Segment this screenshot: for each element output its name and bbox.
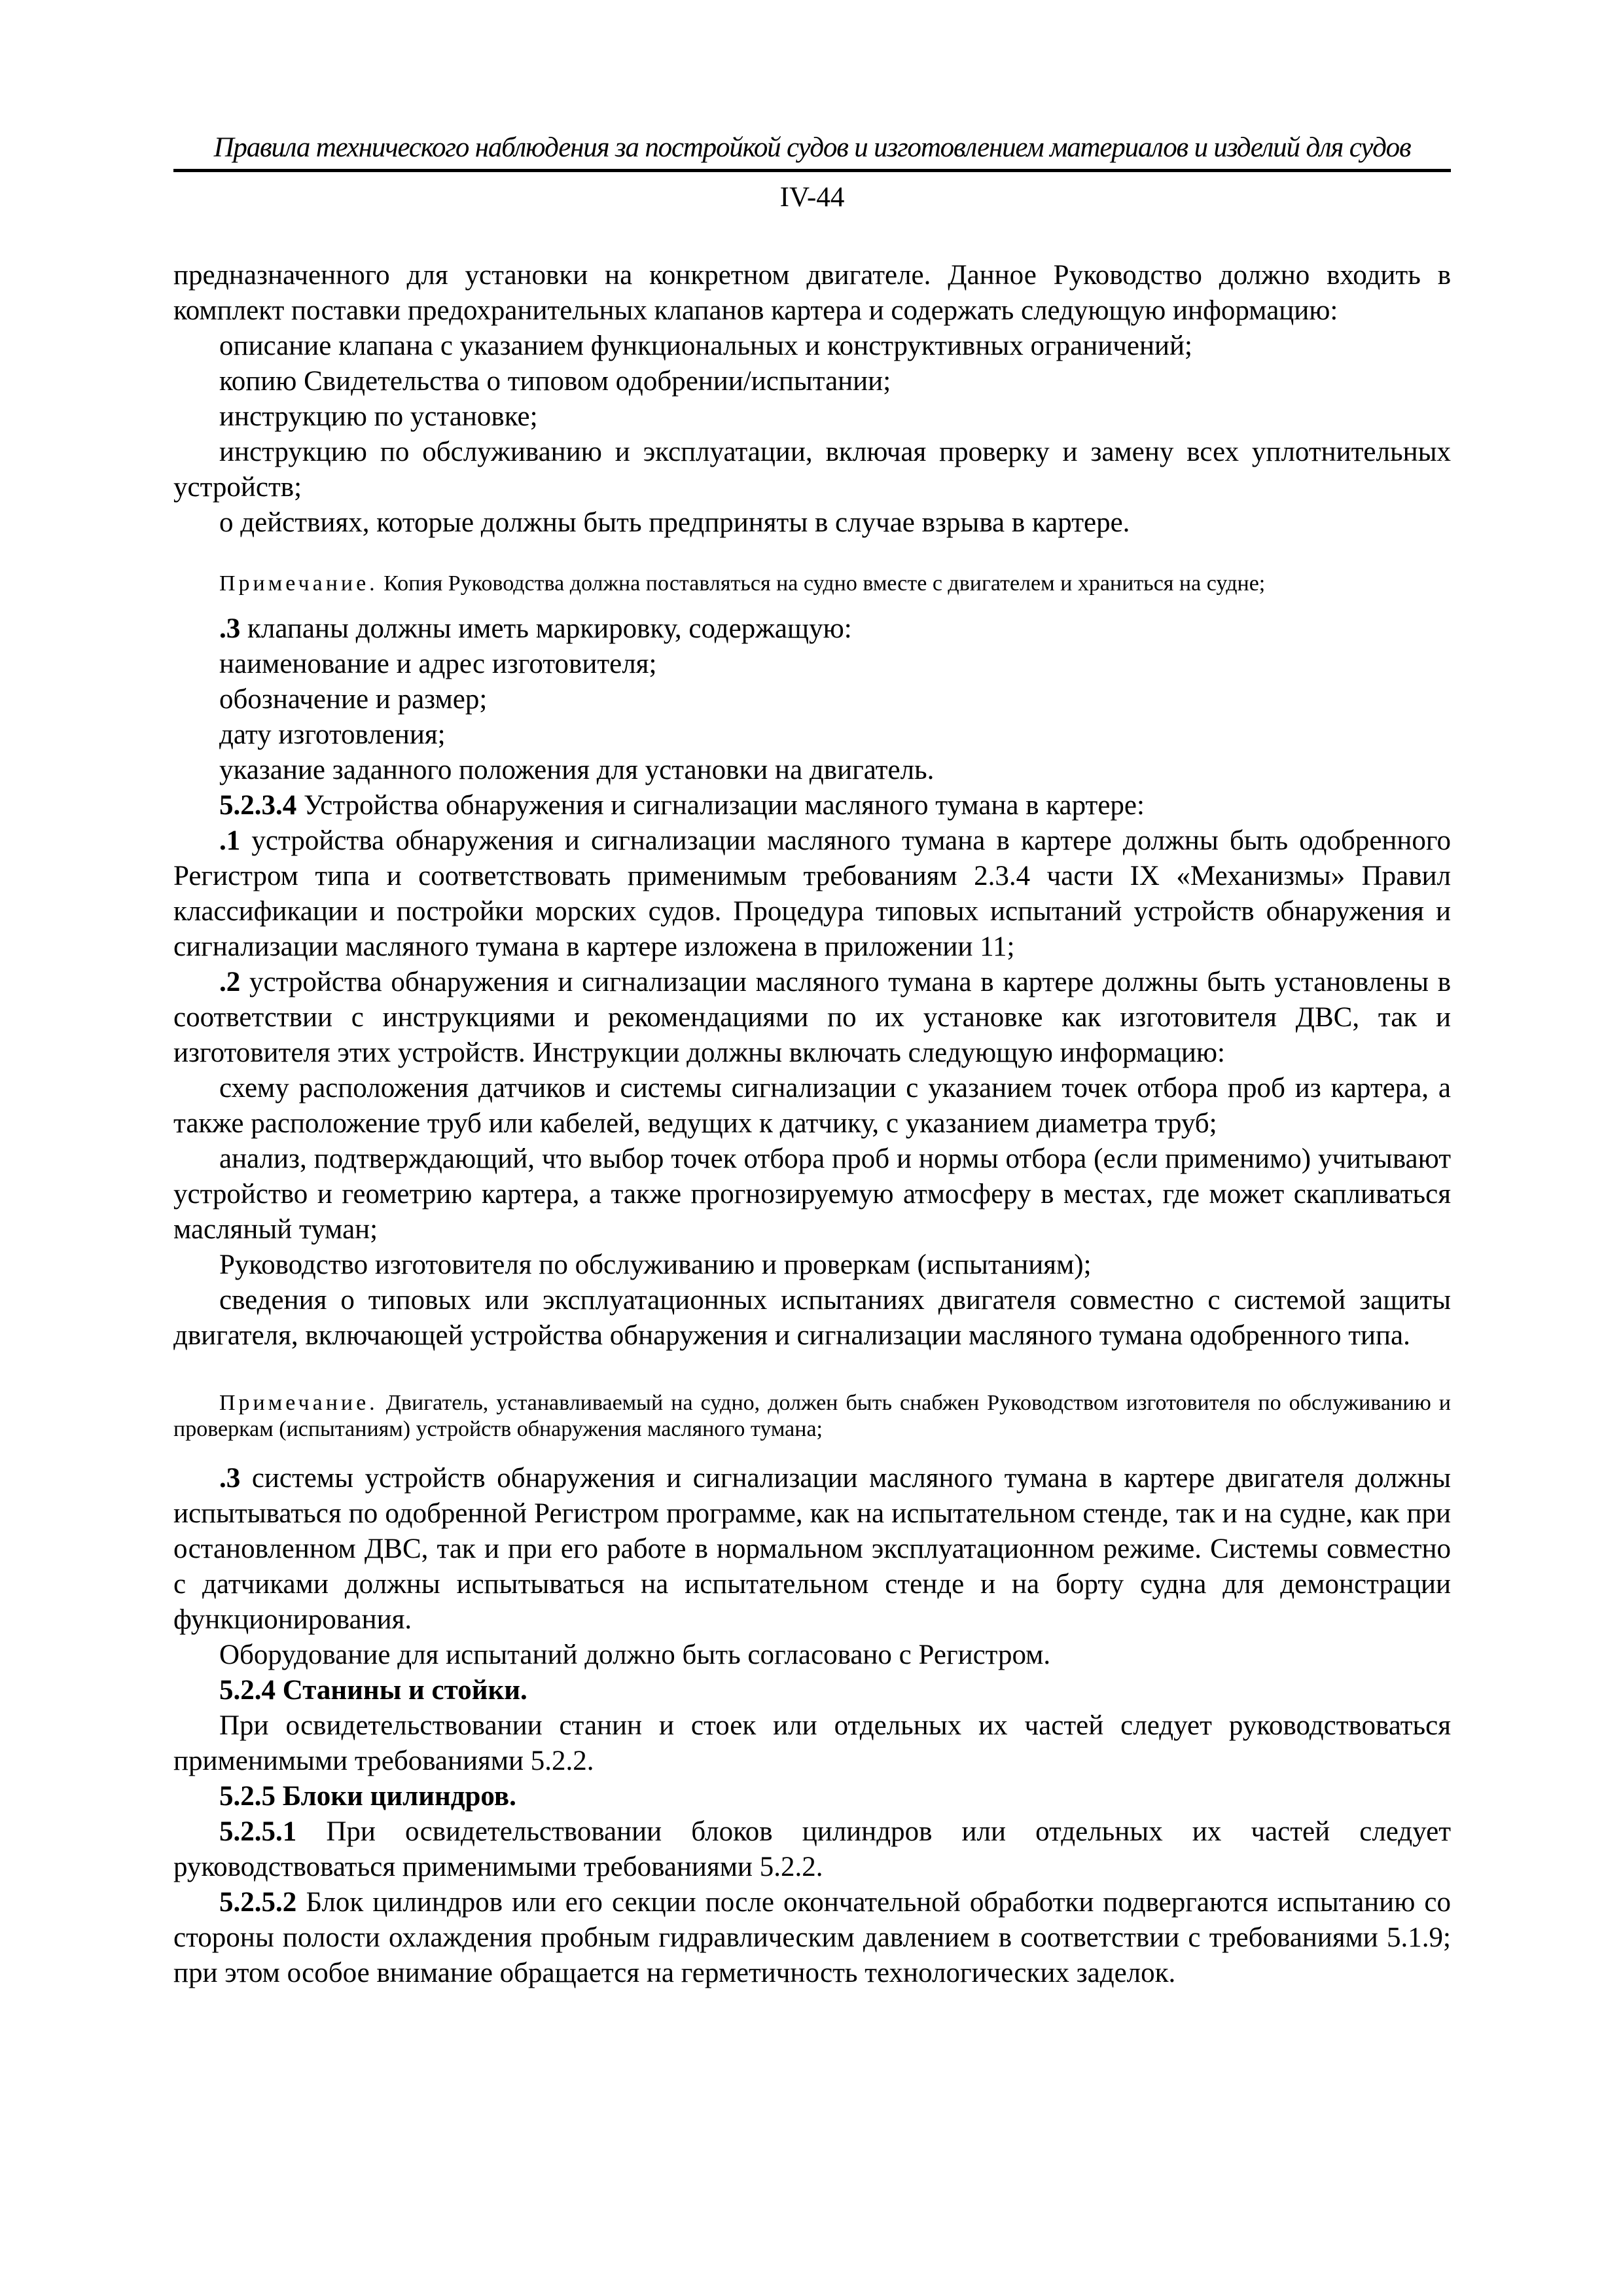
- note-label: Примечание.: [219, 1391, 378, 1415]
- paragraph-text: сведения о типовых или эксплуатационных испытаниях двигателя совместно с системой защиты двигателя, включающей устройства обнаружения и сигнализации масляного тумана одобренного типа.: [173, 1285, 1451, 1351]
- paragraph: [173, 258, 1451, 329]
- paragraph: [173, 611, 1451, 647]
- paragraph: [173, 1283, 1451, 1354]
- paragraph: [173, 399, 1451, 435]
- paragraph: [173, 823, 1451, 965]
- paragraph: [173, 647, 1451, 682]
- spacer: [173, 1354, 1451, 1390]
- paragraph: [173, 364, 1451, 399]
- paragraph-text: При освидетельствовании блоков цилиндров или отдельных их частей следует руководствоваться применимыми требованиями 5.2.2.: [173, 1816, 1451, 1882]
- note-paragraph: [173, 1390, 1451, 1443]
- clause-number: .2: [219, 967, 241, 997]
- note-text: Двигатель, устанавливаемый на судно, должен быть снабжен Руководством изготовителя по обслуживанию и проверкам (испытаниям) устройств обнаружения масляного тумана;: [173, 1391, 1451, 1441]
- paragraph-text: дату изготовления;: [219, 719, 446, 750]
- paragraph-text: обозначение и размер;: [219, 684, 488, 715]
- paragraph: [173, 1141, 1451, 1247]
- paragraph-text: Руководство изготовителя по обслуживанию и проверкам (испытаниям);: [219, 1249, 1092, 1280]
- note-label: Примечание.: [219, 571, 378, 596]
- paragraph: [173, 682, 1451, 717]
- paragraph: [173, 1779, 1451, 1814]
- paragraph: [173, 717, 1451, 753]
- paragraph-text: анализ, подтверждающий, что выбор точек отбора проб и нормы отбора (если применимо) учитывают устройство и геометрию картера, а также прогнозируемую атмосферу в местах, где может скапливаться масляный туман;: [173, 1143, 1451, 1245]
- clause-number: 5.2.5.2: [219, 1887, 297, 1918]
- paragraph-text: системы устройств обнаружения и сигнализации масляного тумана в картере двигателя должны испытываться по одобренной Регистром программе, как на испытательном стенде, так и на судне, как при остановленном ДВС, так и при его работе в нормальном эксплуатационном режиме. Системы совместно с датчиками должны испытываться на испытательном стенде и на борту судна для демонстрации функционирования.: [173, 1463, 1451, 1635]
- paragraph: [173, 753, 1451, 788]
- paragraph: [173, 1814, 1451, 1885]
- spacer: [173, 1443, 1451, 1461]
- paragraph: [173, 329, 1451, 364]
- paragraph: [173, 1708, 1451, 1779]
- paragraph-text: При освидетельствовании станин и стоек или отдельных их частей следует руководствоваться применимыми требованиями 5.2.2.: [173, 1710, 1451, 1776]
- clause-number: 5.2.3.4: [219, 790, 297, 821]
- clause-number: 5.2.5.1: [219, 1816, 297, 1847]
- paragraph-text: предназначенного для установки на конкретном двигателе. Данное Руководство должно входить в комплект поставки предохранительных клапанов картера и содержать следующую информацию:: [173, 260, 1451, 326]
- paragraph-text: Устройства обнаружения и сигнализации масляного тумана в картере:: [296, 790, 1145, 821]
- paragraph: [173, 1071, 1451, 1141]
- paragraph: [173, 1638, 1451, 1673]
- paragraph-text: инструкцию по обслуживанию и эксплуатации, включая проверку и замену всех уплотнительных устройств;: [173, 437, 1451, 503]
- paragraph-text: клапаны должны иметь маркировку, содержащую:: [240, 613, 852, 644]
- running-header: Правила технического наблюдения за постройкой судов и изготовлением материалов и изделий для судов: [173, 128, 1451, 172]
- spacer: [173, 541, 1451, 571]
- paragraph: [173, 1247, 1451, 1283]
- clause-number: 5.2.5 Блоки цилиндров.: [219, 1781, 516, 1812]
- paragraph-text: Оборудование для испытаний должно быть согласовано с Регистром.: [219, 1640, 1051, 1670]
- paragraph-text: наименование и адрес изготовителя;: [219, 649, 657, 679]
- paragraph: [173, 788, 1451, 823]
- paragraph-text: устройства обнаружения и сигнализации масляного тумана в картере должны быть одобренного Регистром типа и соответствовать применимым требованиям 2.3.4 части IX «Механизмы» Правил классификации и постройки морских судов. Процедура типовых испытаний устройств обнаружения и сигнализации масляного тумана в картере изложена в приложении 11;: [173, 825, 1451, 962]
- note-paragraph: [173, 571, 1451, 597]
- paragraph: [173, 1461, 1451, 1638]
- paragraph-text: о действиях, которые должны быть предприняты в случае взрыва в картере.: [219, 507, 1130, 538]
- paragraph: [173, 965, 1451, 1071]
- clause-number: .1: [219, 825, 241, 856]
- body-text: [173, 258, 1451, 1991]
- paragraph-text: указание заданного положения для установки на двигатель.: [219, 755, 935, 785]
- paragraph-text: устройства обнаружения и сигнализации масляного тумана в картере должны быть установлены в соответствии с инструкциями и рекомендациями по их установке как изготовителя ДВС, так и изготовителя этих устройств. Инструкции должны включать следующую информацию:: [173, 967, 1451, 1068]
- paragraph-text: копию Свидетельства о типовом одобрении/испытании;: [219, 366, 891, 397]
- paragraph: [173, 435, 1451, 505]
- clause-number: .3: [219, 1463, 241, 1494]
- paragraph: [173, 1885, 1451, 1991]
- paragraph: [173, 505, 1451, 541]
- paragraph: [173, 1673, 1451, 1708]
- paragraph-text: Блок цилиндров или его секции после окончательной обработки подвергаются испытанию со стороны полости охлаждения пробным гидравлическим давлением в соответствии с требованиями 5.1.9; при этом особое внимание обращается на герметичность технологических заделок.: [173, 1887, 1451, 1988]
- clause-number: .3: [219, 613, 241, 644]
- clause-number: 5.2.4 Станины и стойки.: [219, 1675, 527, 1706]
- paragraph-text: инструкцию по установке;: [219, 401, 538, 432]
- note-text: Копия Руководства должна поставляться на судно вместе с двигателем и храниться на судне;: [378, 571, 1266, 596]
- paragraph-text: схему расположения датчиков и системы сигнализации с указанием точек отбора проб из картера, а также расположение труб или кабелей, ведущих к датчику, с указанием диаметра труб;: [173, 1073, 1451, 1139]
- paragraph-text: описание клапана с указанием функциональных и конструктивных ограничений;: [219, 331, 1192, 361]
- page-number: IV-44: [779, 182, 845, 213]
- spacer: [173, 597, 1451, 611]
